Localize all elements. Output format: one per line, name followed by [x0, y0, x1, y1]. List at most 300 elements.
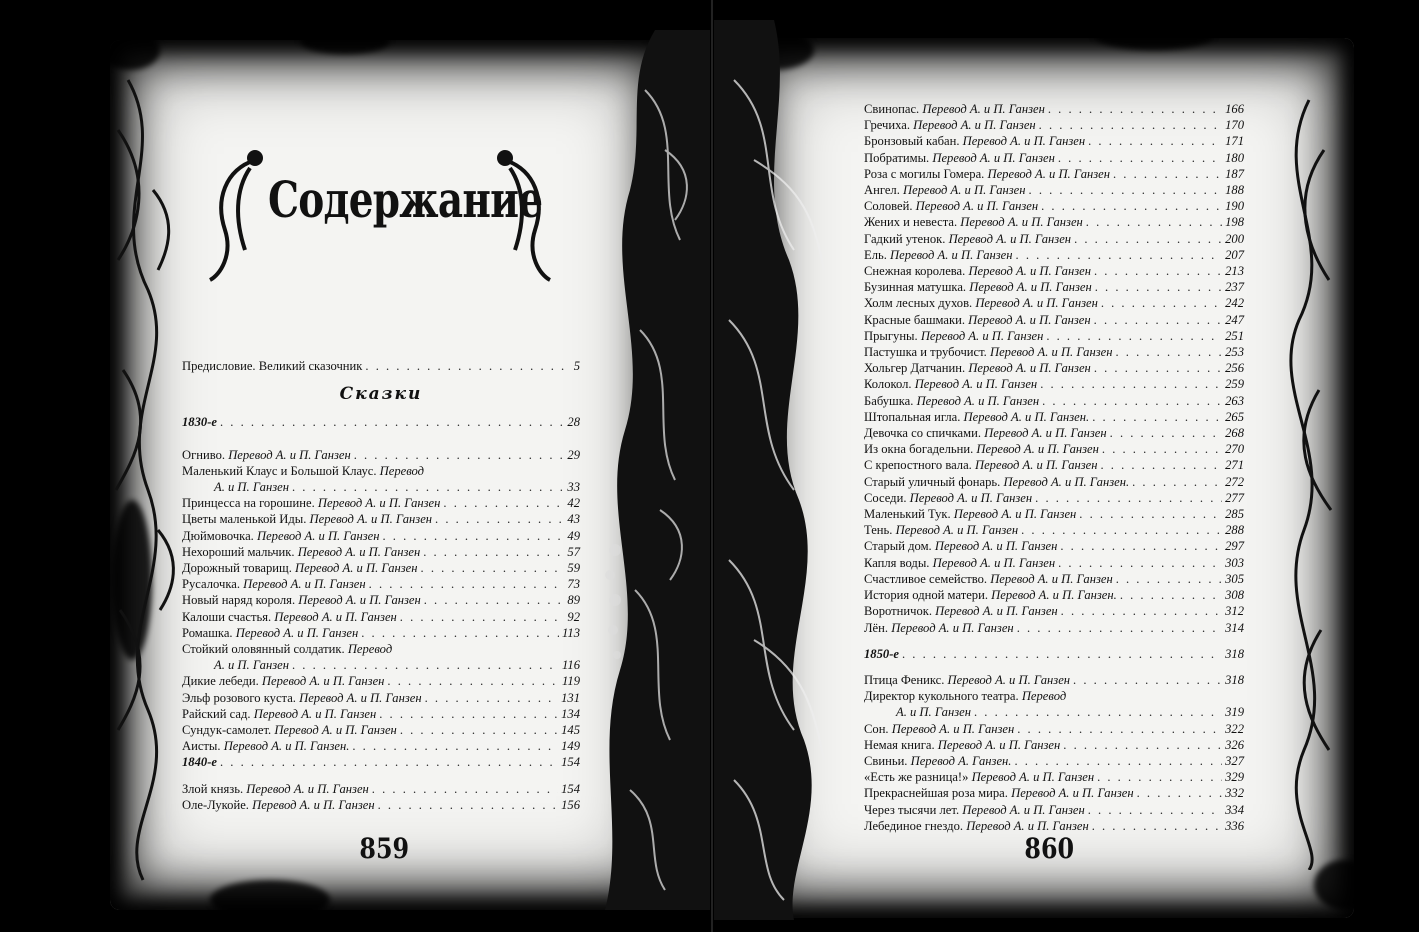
entry-page: 312	[1225, 604, 1244, 619]
dot-leader	[354, 447, 565, 463]
entry-page: 305	[1225, 571, 1244, 586]
entry-page: 268	[1225, 426, 1244, 441]
entry-page: 265	[1225, 409, 1244, 424]
toc-entry[interactable]	[182, 609, 580, 625]
toc-entry[interactable]	[864, 538, 1244, 554]
toc-entry[interactable]	[864, 150, 1244, 166]
entry-page: 334	[1225, 802, 1244, 817]
heading-left-scroll-ornament	[205, 140, 265, 290]
entry-page: 270	[1225, 442, 1244, 457]
dot-leader	[1116, 571, 1222, 587]
entry-translator: Перевод А. и П. Ганзен	[976, 442, 1099, 457]
left-toc	[182, 358, 580, 813]
toc-entry[interactable]	[864, 393, 1244, 409]
dot-leader	[1063, 737, 1222, 753]
toc-entry[interactable]	[864, 522, 1244, 538]
entry-title-block	[864, 376, 1037, 392]
dot-leader	[974, 704, 1222, 720]
section-heading: Сказки	[339, 384, 423, 405]
toc-entry[interactable]	[864, 753, 1244, 769]
entry-title: Красные башмаки.	[864, 312, 965, 327]
entry-translator: Перевод А. и П. Ганзен	[990, 571, 1113, 586]
decade-page: 28	[567, 415, 580, 430]
entry-translator: Перевод А. и П. Ганзен	[966, 818, 1089, 833]
dot-leader	[1041, 198, 1222, 214]
entry-title-block	[864, 769, 1094, 785]
entry-translator: Перевод А. и П. Ганзен	[953, 507, 1077, 522]
entry-title: Немая книга.	[864, 737, 935, 752]
entry-title-block	[182, 447, 351, 463]
dot-leader	[1102, 441, 1222, 457]
dot-leader	[220, 754, 558, 770]
entry-title-block	[182, 544, 420, 560]
entry-title-block	[182, 495, 440, 511]
toc-entry[interactable]	[864, 279, 1244, 295]
entry-translator: Перевод А. и П. Ганзен	[913, 118, 1036, 133]
entry-page: 322	[1225, 721, 1244, 736]
toc-entry[interactable]	[864, 555, 1244, 571]
entry-title-block	[864, 198, 1038, 214]
entry-title-block	[182, 722, 397, 738]
entry-title-block	[864, 672, 1070, 688]
page-number: 860	[1024, 832, 1075, 865]
entry-title-block	[864, 101, 1045, 117]
entry-page: 187	[1225, 166, 1244, 181]
dot-leader	[1086, 214, 1222, 230]
entry-title-block	[864, 441, 1099, 457]
entry-title: Дюймовочка.	[182, 528, 254, 543]
dot-leader	[1017, 620, 1222, 636]
dot-leader	[1088, 802, 1222, 818]
entry-translator: Перевод А. и П. Ганзен	[252, 797, 375, 812]
entry-translator: Перевод А. и П. Ганзен	[297, 544, 421, 559]
entry-page: 190	[1225, 199, 1244, 214]
entry-translator: Перевод А. и П. Ганзен	[891, 721, 1015, 736]
toc-entry[interactable]	[864, 425, 1244, 441]
right-floral-band	[585, 30, 710, 910]
entry-title: Стойкий оловянный солдатик.	[182, 642, 345, 657]
entry-title-block	[864, 538, 1057, 554]
entry-title-block	[864, 457, 1098, 473]
toc-entry[interactable]	[864, 409, 1244, 425]
entry-page: 43	[567, 512, 580, 527]
dot-leader	[1137, 785, 1223, 801]
preface-title: Предисловие. Великий сказочник	[182, 359, 363, 373]
dot-leader	[1115, 344, 1222, 360]
toc-entry[interactable]	[864, 620, 1244, 636]
entry-title-block	[864, 603, 1058, 619]
toc-entry[interactable]	[864, 672, 1244, 688]
entry-translator: Перевод А. и П. Ганзен	[895, 523, 1019, 538]
entry-page: 156	[561, 797, 580, 812]
entry-page: 303	[1225, 555, 1244, 570]
entry-translator: Перевод А. и П. Ганзен.	[223, 739, 350, 754]
toc-entry[interactable]	[182, 625, 580, 641]
entry-title-block	[864, 571, 1113, 587]
entry-page: 329	[1225, 770, 1244, 785]
entry-title-block	[864, 506, 1076, 522]
dot-leader	[1094, 312, 1222, 328]
entry-page: 49	[567, 528, 580, 543]
toc-entry[interactable]	[864, 721, 1244, 737]
toc-entry[interactable]	[182, 706, 580, 722]
dot-leader	[365, 358, 570, 374]
entry-translator: Перевод А. и П. Ганзен	[920, 328, 1044, 343]
entry-title-block	[864, 231, 1071, 247]
decade-title: 1840-е	[182, 755, 217, 770]
page-number: 859	[359, 832, 410, 865]
entry-title: Прекраснейшая роза мира.	[864, 786, 1008, 801]
entry-title: Побратимы.	[864, 150, 930, 165]
entry-translator: Перевод А. и П. Ганзен	[261, 674, 385, 689]
entry-title-block	[864, 409, 1089, 425]
entry-title-block	[864, 182, 1026, 198]
entry-translator: Перевод А. и П. Ганзен	[228, 447, 351, 462]
entry-translator: Перевод А. и П. Ганзен	[317, 496, 441, 511]
toc-entry[interactable]	[182, 781, 580, 797]
toc-entry[interactable]	[864, 198, 1244, 214]
toc-entry[interactable]	[864, 328, 1244, 344]
entry-title-block	[864, 166, 1110, 182]
spacer	[182, 771, 580, 781]
entry-title: Роза с могилы Гомера.	[864, 166, 985, 181]
dot-leader	[1058, 150, 1222, 166]
toc-entry[interactable]	[182, 560, 580, 576]
entry-translator: Перевод А. и П. Ганзен	[968, 361, 1091, 376]
spacer	[182, 431, 580, 447]
dot-leader	[1039, 117, 1222, 133]
toc-entry[interactable]	[182, 495, 580, 511]
entry-title-block	[864, 247, 1013, 263]
dot-leader	[423, 544, 564, 560]
entry-page: 73	[567, 577, 580, 592]
dot-leader	[1073, 672, 1222, 688]
entry-title: Сундук-самолет.	[182, 723, 272, 738]
entry-title-block	[864, 474, 1129, 490]
dot-leader	[1079, 506, 1222, 522]
toc-entry[interactable]	[182, 592, 580, 608]
entry-title-block	[864, 393, 1039, 409]
entry-translator: Перевод А. и П. Ганзен	[274, 609, 397, 624]
entry-translator: Перевод А. и П. Ганзен	[987, 166, 1110, 181]
entry-page: 213	[1225, 264, 1244, 279]
toc-entry[interactable]	[864, 214, 1244, 230]
toc-entry[interactable]	[182, 722, 580, 738]
entry-title-block	[864, 555, 1055, 571]
entry-page: 116	[562, 658, 580, 673]
entry-page: 119	[562, 674, 580, 689]
decade-entry[interactable]	[182, 414, 580, 430]
entry-title-block	[182, 528, 380, 544]
toc-entry[interactable]	[864, 769, 1244, 785]
dot-leader	[1061, 603, 1222, 619]
toc-entry[interactable]	[182, 690, 580, 706]
preface-entry[interactable]	[182, 358, 580, 374]
dot-leader	[1060, 538, 1222, 554]
entry-translator: Перевод А. и П. Ганзен	[246, 781, 369, 796]
entry-title-block	[864, 785, 1134, 801]
toc-entry[interactable]	[864, 182, 1244, 198]
entry-page: 253	[1225, 345, 1244, 360]
entry-title: Гадкий утенок.	[864, 231, 946, 246]
entry-title: Директор кукольного театра.	[864, 689, 1019, 704]
entry-title-block	[864, 133, 1085, 149]
entry-page: 318	[1225, 672, 1244, 687]
entry-translator: Перевод А. и П. Ганзен	[243, 577, 366, 592]
entry-title-block	[864, 587, 1117, 603]
entry-translator: Перевод А. и П. Ганзен	[989, 345, 1113, 360]
right-filigree-ornament	[1269, 90, 1349, 870]
toc-entry[interactable]	[182, 797, 580, 813]
entry-title: Воротничок.	[864, 604, 933, 619]
entry-title-block	[864, 522, 1018, 538]
dot-leader	[1016, 247, 1223, 263]
entry-translator: Перевод А. Ганзен.	[910, 753, 1012, 768]
grunge-mark	[300, 28, 390, 54]
entry-title-block	[182, 576, 366, 592]
entry-title: Гречиха.	[864, 118, 911, 133]
dot-leader	[1017, 721, 1222, 737]
entry-title-block	[864, 150, 1055, 166]
entry-translator: Перевод А. и П. Ганзен	[975, 458, 1098, 473]
entry-page: 242	[1225, 296, 1244, 311]
toc-entry[interactable]	[864, 490, 1244, 506]
spread-gutter	[711, 0, 713, 932]
entry-page: 263	[1225, 393, 1244, 408]
entry-page: 272	[1225, 474, 1244, 489]
entry-title: Ель.	[864, 247, 887, 262]
entry-page: 180	[1225, 150, 1244, 165]
toc-entry[interactable]	[864, 263, 1244, 279]
toc-entry[interactable]	[182, 544, 580, 560]
toc-entry-first-line[interactable]	[182, 641, 580, 657]
entry-translator: Перевод А. и П. Ганзен	[298, 593, 421, 608]
toc-entry[interactable]	[182, 673, 580, 689]
entry-title-block	[864, 490, 1032, 506]
entry-page: 149	[561, 739, 580, 754]
entry-title: Ангел.	[864, 183, 900, 198]
decade-title: 1830-е	[182, 415, 217, 430]
entry-translator-cont: А. и П. Ганзен	[214, 658, 289, 673]
toc-entry-continuation[interactable]	[864, 704, 1244, 720]
toc-entry[interactable]	[864, 231, 1244, 247]
toc-entry[interactable]	[864, 802, 1244, 818]
dot-leader	[1097, 769, 1222, 785]
entry-title: Лён.	[864, 620, 889, 635]
entry-title: Сон.	[864, 721, 889, 736]
toc-entry[interactable]	[864, 457, 1244, 473]
entry-title-block	[864, 753, 1011, 769]
entry-translator: Перевод А. и П. Ганзен	[891, 620, 1014, 635]
entry-page: 277	[1225, 490, 1244, 505]
toc-entry[interactable]	[864, 376, 1244, 392]
dot-leader	[292, 479, 564, 495]
right-page	[714, 0, 1419, 932]
entry-page: 154	[561, 781, 580, 796]
decade-title: 1850-е	[864, 646, 899, 661]
preface-page: 5	[573, 359, 580, 373]
entry-translator: Перевод А. и П. Ганзен	[890, 247, 1013, 262]
dot-leader	[425, 690, 559, 706]
toc-entry-continuation[interactable]	[182, 657, 580, 673]
entry-page: 188	[1225, 183, 1244, 198]
entry-translator: Перевод А. и П. Ганзен	[975, 296, 1098, 311]
entry-title-block	[182, 797, 375, 813]
dot-leader	[1046, 328, 1222, 344]
toc-entry[interactable]	[864, 117, 1244, 133]
entry-translator: Перевод А. и П. Ганзен	[257, 528, 380, 543]
dot-leader	[1101, 457, 1223, 473]
entry-title: Ромашка.	[182, 625, 233, 640]
entry-title-block	[864, 360, 1091, 376]
toc-entry[interactable]	[864, 101, 1244, 117]
entry-page: 237	[1225, 280, 1244, 295]
dot-leader	[902, 646, 1222, 662]
entry-page: 314	[1225, 620, 1244, 635]
entry-page: 42	[567, 496, 580, 511]
entry-title-block	[864, 312, 1091, 328]
entry-translator: Перевод А. и П. Ганзен	[984, 426, 1107, 441]
toc-entry[interactable]	[864, 587, 1244, 603]
entry-title: Старый дом.	[864, 539, 932, 554]
grunge-mark	[1094, 20, 1214, 50]
toc-entry[interactable]	[864, 166, 1244, 182]
dot-leader	[400, 609, 565, 625]
entry-translator: Перевод А. и П. Ганзен	[947, 672, 1071, 687]
entry-title-block	[182, 781, 369, 797]
dot-leader	[372, 781, 558, 797]
entry-translator: Перевод А. и П. Ганзен.	[963, 409, 1090, 424]
toc-entry[interactable]	[182, 576, 580, 592]
toc-entry[interactable]	[864, 785, 1244, 801]
toc-entry[interactable]	[864, 344, 1244, 360]
toc-entry[interactable]	[864, 571, 1244, 587]
decade-entry[interactable]	[864, 646, 1244, 662]
grunge-mark	[100, 30, 160, 70]
dot-leader	[1113, 166, 1222, 182]
entry-translator: Перевод	[347, 642, 393, 657]
entry-translator: Перевод А. и П. Ганзен	[937, 737, 1061, 752]
entry-page: 198	[1225, 215, 1244, 230]
entry-title-block	[896, 704, 971, 720]
entry-page: 326	[1225, 737, 1244, 752]
entry-title: С крепостного вала.	[864, 458, 972, 473]
dot-leader	[1094, 263, 1222, 279]
entry-title: Злой князь.	[182, 781, 244, 796]
entry-title: Колокол.	[864, 377, 912, 392]
toc-entry[interactable]	[864, 737, 1244, 753]
entry-title-block	[864, 721, 1014, 737]
grunge-mark	[210, 880, 330, 920]
dot-leader	[1120, 587, 1222, 603]
toc-entry[interactable]	[864, 474, 1244, 490]
toc-entry[interactable]	[864, 312, 1244, 328]
toc-entry[interactable]	[182, 528, 580, 544]
entry-title-block	[182, 592, 421, 608]
dot-leader	[1101, 295, 1222, 311]
entry-title: «Есть же разница!»	[864, 770, 969, 785]
toc-entry[interactable]	[864, 441, 1244, 457]
entry-title-block	[864, 263, 1091, 279]
entry-title-block	[864, 117, 1036, 133]
entry-title: История одной матери.	[864, 588, 988, 603]
entry-translator: Перевод А. и П. Ганзен	[962, 802, 1085, 817]
right-toc	[864, 101, 1244, 834]
dot-leader	[400, 722, 558, 738]
toc-entry-first-line[interactable]	[182, 463, 580, 479]
dot-leader	[1048, 101, 1222, 117]
toc-entry-continuation[interactable]	[182, 479, 580, 495]
toc-entry[interactable]	[864, 133, 1244, 149]
entry-page: 319	[1225, 705, 1244, 720]
entry-title: Прыгуны.	[864, 328, 918, 343]
dot-leader	[378, 797, 559, 813]
dot-leader	[1092, 818, 1222, 834]
entry-translator: Перевод А. и П. Ганзен	[935, 604, 1058, 619]
entry-translator: Перевод А. и П. Ганзен	[915, 199, 1039, 214]
dot-leader	[1058, 555, 1222, 571]
entry-translator: Перевод А. и П. Ганзен	[948, 231, 1072, 246]
entry-title-block	[182, 609, 397, 625]
decade-page: 154	[561, 755, 580, 770]
entry-title-block	[864, 295, 1098, 311]
entry-page: 247	[1225, 312, 1244, 327]
entry-translator: Перевод А. и П. Ганзен	[934, 539, 1058, 554]
entry-title: Райский сад.	[182, 706, 251, 721]
entry-page: 297	[1225, 539, 1244, 554]
entry-title-block	[864, 214, 1083, 230]
toc-entry[interactable]	[182, 447, 580, 463]
entry-title-block	[182, 690, 422, 706]
entry-title: Через тысячи лет.	[864, 802, 960, 817]
entry-title: Новый наряд короля.	[182, 593, 296, 608]
entry-page: 285	[1225, 507, 1244, 522]
decade-page: 318	[1225, 646, 1244, 661]
entry-title: Маленький Клаус и Большой Клаус.	[182, 463, 377, 478]
entry-page: 251	[1225, 328, 1244, 343]
decade-entry[interactable]	[182, 754, 580, 770]
dot-leader	[1021, 522, 1222, 538]
entry-title: Маленький Тук.	[864, 507, 951, 522]
entry-translator: Перевод А. и П. Ганзен	[916, 393, 1040, 408]
entry-page: 33	[567, 480, 580, 495]
toc-entry[interactable]	[864, 360, 1244, 376]
entry-title-block	[864, 328, 1043, 344]
entry-title: Бронзовый кабан.	[864, 134, 960, 149]
toc-entry[interactable]	[864, 506, 1244, 522]
entry-page: 271	[1225, 458, 1244, 473]
toc-entry-first-line[interactable]	[864, 688, 1244, 704]
toc-entry[interactable]	[182, 511, 580, 527]
dot-leader	[443, 495, 564, 511]
toc-entry[interactable]	[864, 247, 1244, 263]
entry-translator: Перевод	[1021, 689, 1067, 704]
toc-entry[interactable]	[864, 295, 1244, 311]
entry-title-block	[864, 620, 1014, 636]
entry-title: Соловей.	[864, 199, 913, 214]
toc-entry[interactable]	[864, 603, 1244, 619]
entry-translator: Перевод А. и П. Ганзен	[295, 561, 418, 576]
entry-title: Девочка со спичками.	[864, 426, 981, 441]
entry-page: 207	[1225, 247, 1244, 262]
entry-translator-cont: А. и П. Ганзен	[214, 480, 289, 495]
entry-title-block	[864, 737, 1060, 753]
entry-translator: Перевод А. и П. Ганзен.	[991, 588, 1117, 603]
toc-entry[interactable]	[182, 738, 580, 754]
dot-leader	[424, 592, 565, 608]
entry-title: Пастушка и трубочист.	[864, 345, 987, 360]
dot-leader	[1095, 279, 1222, 295]
